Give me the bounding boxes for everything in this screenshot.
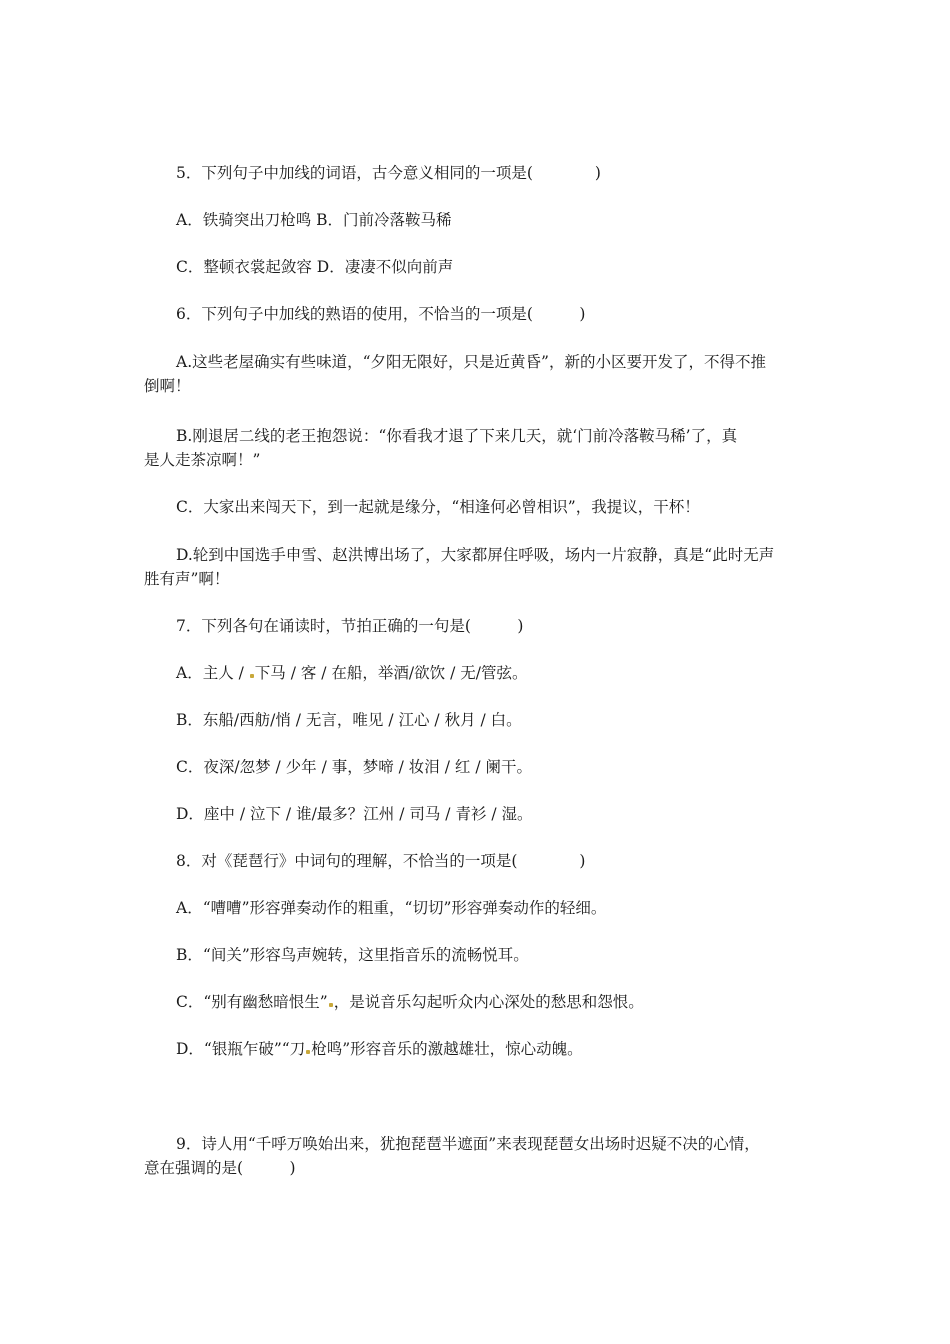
q7-option-b: B．东船/西舫/悄 / 无言，唯见 / 江心 / 秋月 / 白。 (176, 711, 522, 729)
q9-stem (144, 1132, 809, 1180)
q6-option-a (144, 350, 809, 398)
q6-option-a-line2: 倒啊！ (144, 377, 191, 395)
q8-option-d-text-after: 枪鸣”形容音乐的激越雄壮，惊心动魄。 (311, 1040, 583, 1058)
q9-stem-line2: 意在强调的是( ) (144, 1159, 296, 1177)
emphasis-dot-mark (329, 1003, 333, 1007)
q6-option-b-line2: 是人走茶凉啊！” (144, 451, 261, 469)
q9-stem-line1: 9．诗人用“千呼万唤始出来，犹抱琵琶半遮面”来表现琵琶女出场时迟疑不决的心情， (176, 1135, 760, 1153)
q5-stem: 5．下列句子中加线的词语，古今意义相同的一项是( ) (176, 164, 601, 182)
q8-option-c (176, 991, 644, 1013)
q7-option-a-text-after: 下马 / 客 / 在船，举酒/欲饮 / 无/管弦。 (254, 664, 528, 682)
q6-option-d-line2: 胜有声”啊！ (144, 570, 230, 588)
emphasis-dot-mark (250, 674, 254, 678)
q5-options-cd: C．整顿衣裳起敛容 D．凄凄不似向前声 (176, 258, 454, 276)
q7-option-a (176, 662, 527, 684)
q6-option-c: C．大家出来闯天下，到一起就是缘分，“相逢何必曾相识”，我提议，干杯！ (176, 498, 700, 516)
q8-option-d-text-before: D．“银瓶乍破”“刀 (176, 1040, 306, 1058)
q8-option-a: A．“嘈嘈”形容弹奏动作的粗重，“切切”形容弹奏动作的轻细。 (176, 899, 607, 917)
q7-stem: 7．下列各句在诵读时，节拍正确的一句是( ) (176, 617, 524, 635)
q8-option-c-text-after: ，是说音乐勾起听众内心深处的愁思和怨恨。 (333, 993, 644, 1011)
emphasis-dot-mark (306, 1050, 310, 1054)
q7-option-d: D．座中 / 泣下 / 谁/最多？江州 / 司马 / 青衫 / 湿。 (176, 805, 533, 823)
q6-option-b (144, 424, 809, 472)
q6-option-d (144, 543, 809, 591)
q5-options-ab: A．铁骑突出刀枪鸣 B．门前冷落鞍马稀 (176, 211, 452, 229)
q8-option-d (176, 1038, 583, 1060)
q6-option-d-line1: D.轮到中国选手申雪、赵洪博出场了，大家都屏住呼吸，场内一片寂静，真是“此时无声 (176, 546, 775, 564)
q8-stem: 8．对《琵琶行》中词句的理解，不恰当的一项是( ) (176, 852, 586, 870)
q7-option-a-text-before: A．主人 / (176, 664, 249, 682)
q8-option-c-text-before: C．“别有幽愁暗恨生” (176, 993, 328, 1011)
q6-option-b-line1: B.刚退居二线的老王抱怨说：“你看我才退了下来几天，就‘门前冷落鞍马稀’了，真 (176, 427, 738, 445)
q7-option-c: C．夜深/忽梦 / 少年 / 事，梦啼 / 妆泪 / 红 / 阑干。 (176, 758, 532, 776)
q6-option-a-line1: A.这些老屋确实有些味道，“夕阳无限好，只是近黄昏”，新的小区要开发了，不得不推 (176, 353, 766, 371)
q6-stem: 6．下列句子中加线的熟语的使用，不恰当的一项是( ) (176, 305, 586, 323)
q8-option-b: B．“间关”形容鸟声婉转，这里指音乐的流畅悦耳。 (176, 946, 529, 964)
